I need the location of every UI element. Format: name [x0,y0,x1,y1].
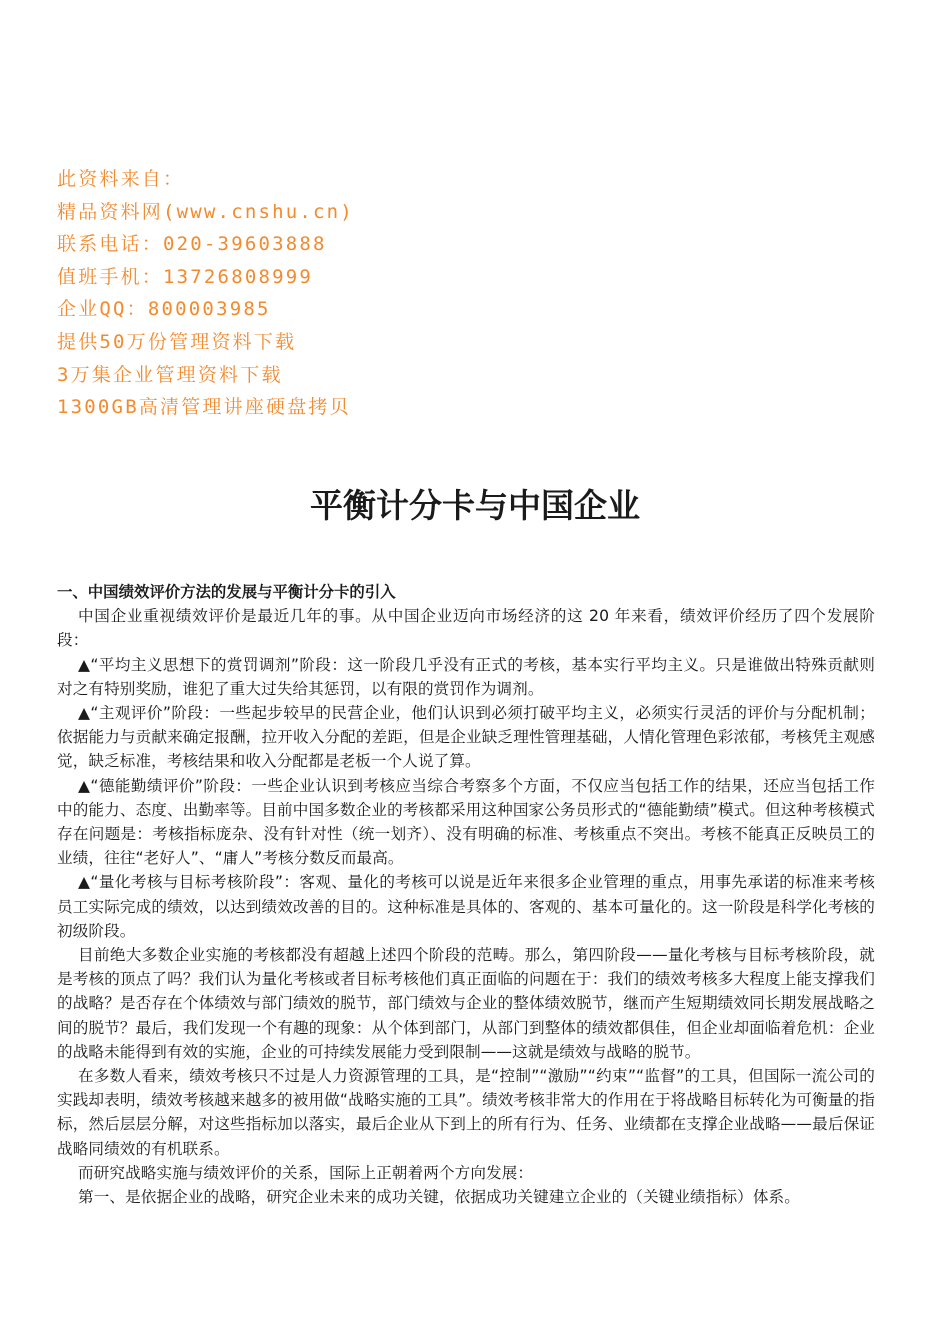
document-title: 平衡计分卡与中国企业 [310,486,640,525]
paragraph-stage-4: ▲“量化考核与目标考核阶段”：客观、量化的考核可以说是近年来很多企业管理的重点，用事先承诺的标准来考核员工实际完成的绩效，以达到绩效改善的目的。这种标准是具体的、客观的、基本可量化的。这一阶段是科学化考核的初级阶段。 [57,873,875,940]
source-mobile-line: 值班手机：13726808999 [57,265,314,288]
source-info-block [57,163,657,424]
source-qq-line: 企业QQ：800003985 [57,298,271,321]
source-offer-line-3: 1300GB高清管理讲座硬盘拷贝 [57,396,351,419]
source-phone-line: 联系电话：020-39603888 [57,233,327,256]
paragraph-strategy-tool: 在多数人看来，绩效考核只不过是人力资源管理的工具，是“控制”“激励”“约束”“监督”的工具，但国际一流公司的实践却表明，绩效考核越来越多的被用做“战略实施的工具”。绩效考核非常大的作用在于将战略目标转化为可衡量的指标，然后层层分解，对这些指标加以落实，最后企业从下到上的所有行为、任务、业绩都在支撑企业战略——最后保证战略同绩效的有机联系。 [57,1067,875,1158]
paragraph-intro: 中国企业重视绩效评价是最近几年的事。从中国企业迈向市场经济的这 20 年来看，绩效评价经历了四个发展阶段： [57,607,875,650]
document-body [57,580,875,1209]
source-offer-line-2: 3万集企业管理资料下载 [57,363,283,386]
paragraph-stage-1: ▲“平均主义思想下的赏罚调剂”阶段：这一阶段几乎没有正式的考核，基本实行平均主义。只是谁做出特殊贡献则对之有特别奖励，谁犯了重大过失给其惩罚，以有限的赏罚作为调剂。 [57,655,875,698]
paragraph-analysis: 目前绝大多数企业实施的考核都没有超越上述四个阶段的范畴。那么，第四阶段——量化考核与目标考核阶段，就是考核的顶点了吗？我们认为量化考核或者目标考核他们真正面临的问题在于：我们的绩效考核多大程度上能支撑我们的战略？是否存在个体绩效与部门绩效的脱节，部门绩效与企业的整体绩效脱节，继而产生短期绩效同长期发展战略之间的脱节？最后，我们发现一个有趣的现象：从个体到部门，从部门到整体的绩效都俱佳，但企业却面临着危机：企业的战略未能得到有效的实施，企业的可持续发展能力受到限制——这就是绩效与战略的脱节。 [57,946,875,1061]
source-website-line: 精品资料网(www.cnshu.cn) [57,200,354,223]
paragraph-stage-3: ▲“德能勤绩评价”阶段：一些企业认识到考核应当综合考察多个方面，不仅应当包括工作的结果，还应当包括工作中的能力、态度、出勤率等。目前中国多数企业的考核都采用这种国家公务员形式的“德能勤绩”模式。但这种考核模式存在问题是：考核指标庞杂、没有针对性（统一划齐）、没有明确的标准、考核重点不突出。考核不能真正反映员工的业绩，往往“老好人”、“庸人”考核分数反而最高。 [57,776,875,868]
paragraph-direction-1: 第一、是依据企业的战略，研究企业未来的成功关键，依据成功关键建立企业的（关键业绩指标）体系。 [78,1188,800,1207]
source-intro-line: 此资料来自： [57,168,185,190]
section-heading: 一、中国绩效评价方法的发展与平衡计分卡的引入 [57,583,396,601]
source-offer-line-1: 提供50万份管理资料下载 [57,330,297,353]
paragraph-directions: 而研究战略实施与绩效评价的关系，国际上正朝着两个方向发展： [78,1163,534,1182]
paragraph-stage-2: ▲“主观评价”阶段：一些起步较早的民营企业，他们认识到必须打破平均主义，必须实行灵活的评价与分配机制；依据能力与贡献来确定报酬，拉开收入分配的差距，但是企业缺乏理性管理基础，人情化管理色彩浓郁，考核凭主观感觉，缺乏标准，考核结果和收入分配都是老板一个人说了算。 [57,704,875,771]
